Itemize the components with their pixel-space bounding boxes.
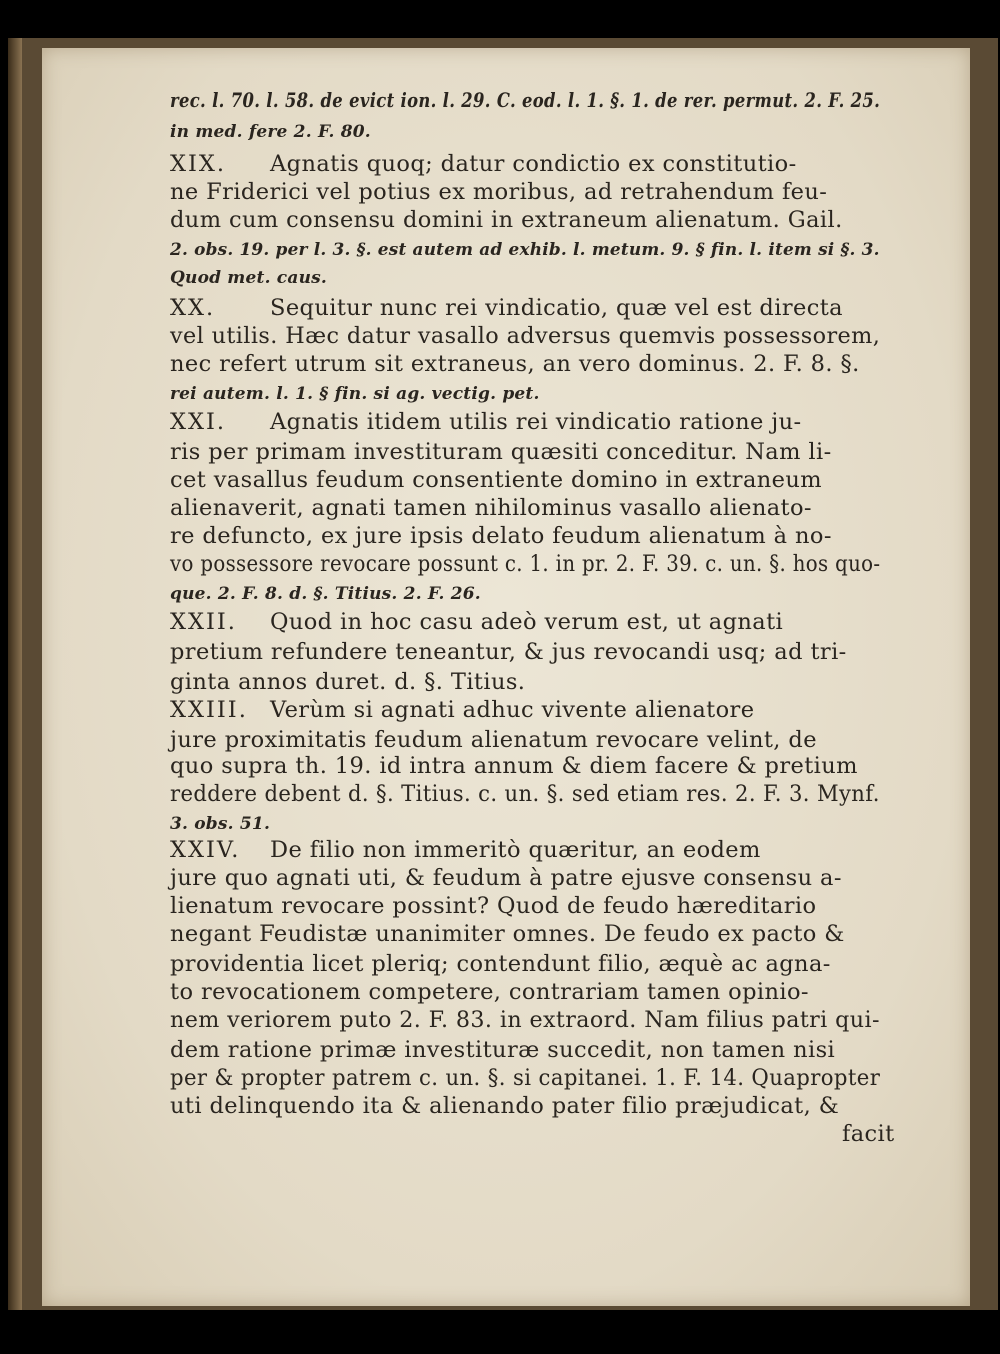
text-line	[170, 178, 827, 207]
text-line	[170, 696, 754, 725]
paragraph-number: XXI.	[170, 409, 227, 435]
text-line	[170, 550, 880, 579]
line-text: Agnatis quoq; datur condictio ex constitutio-	[270, 151, 797, 177]
line-text: Quod in hoc casu adeò verum est, ut agnati	[270, 609, 784, 635]
text-line	[170, 118, 371, 147]
text-line	[170, 466, 822, 495]
text-line	[842, 1120, 895, 1149]
line-text: dem ratione primæ investituræ succedit, non tamen nisi	[170, 1037, 836, 1063]
line-text: in med. fere 2. F. 80.	[170, 122, 371, 142]
line-text: reddere debent d. §. Titius. c. un. §. sed etiam res. 2. F. 3. Mynf.	[170, 781, 880, 807]
line-text: rei autem. l. 1. § fin. si ag. vectig. pet.	[170, 384, 540, 404]
text-line	[170, 638, 847, 667]
line-text: per & propter patrem c. un. §. si capitanei. 1. F. 14. Quapropter	[170, 1065, 881, 1091]
paragraph-number: XXIII.	[170, 697, 248, 723]
book-spine-shadow	[8, 38, 22, 1310]
text-line	[170, 294, 843, 323]
text-line	[170, 726, 817, 755]
line-text: nem veriorem puto 2. F. 83. in extraord. Nam filius patri qui-	[170, 1007, 880, 1033]
line-text: lienatum revocare possint? Quod de feudo hæreditario	[170, 893, 817, 919]
text-line	[170, 752, 858, 781]
line-text: cet vasallus feudum consentiente domino in extraneum	[170, 467, 822, 493]
paragraph-number: XIX.	[170, 151, 227, 177]
text-line	[170, 380, 540, 409]
line-text: to revocationem competere, contrariam tamen opinio-	[170, 979, 809, 1005]
line-text: vel utilis. Hæc datur vasallo adversus quemvis possessorem,	[170, 323, 881, 349]
line-text: jure proximitatis feudum alienatum revocare velint, de	[170, 727, 817, 753]
text-line	[170, 322, 880, 351]
text-line	[170, 408, 802, 437]
paragraph-number: XXII.	[170, 609, 237, 635]
text-line	[170, 494, 812, 523]
text-line	[170, 1036, 835, 1065]
text-line	[170, 236, 880, 265]
line-text: ne Friderici vel potius ex moribus, ad retrahendum feu-	[170, 179, 828, 205]
text-line	[170, 950, 831, 979]
line-text: ginta annos duret. d. §. Titius.	[170, 669, 526, 695]
paragraph-number: XX.	[170, 295, 216, 321]
line-text: Agnatis itidem utilis rei vindicatio ratione ju-	[270, 409, 802, 435]
line-text: uti delinquendo ita & alienando pater filio præjudicat, &	[170, 1093, 840, 1119]
line-text: vo possessore revocare possunt c. 1. in pr. 2. F. 39. c. un. §. hos quo-	[170, 551, 881, 577]
line-text: que. 2. F. 8. d. §. Titius. 2. F. 26.	[170, 584, 481, 604]
text-line	[170, 1006, 880, 1035]
text-line	[170, 780, 880, 809]
line-text: 3. obs. 51.	[170, 814, 271, 834]
line-text: re defuncto, ex jure ipsis delato feudum alienatum à no-	[170, 523, 832, 549]
line-text: De filio non immeritò quæritur, an eodem	[270, 837, 761, 863]
line-text: Verùm si agnati adhuc vivente alienatore	[270, 697, 755, 723]
text-line	[170, 86, 880, 115]
line-text: facit	[842, 1121, 895, 1147]
line-text: dum cum consensu domini in extraneum alienatum. Gail.	[170, 207, 843, 233]
text-line	[170, 522, 832, 551]
line-text: jure quo agnati uti, & feudum à patre ejusve consensu a-	[170, 865, 842, 891]
line-text: rec. l. 70. l. 58. de evict ion. l. 29. C. eod. l. 1. §. 1. de rer. permut. 2. F. 25.	[170, 88, 881, 112]
text-line	[170, 1064, 880, 1093]
paragraph-number: XXIV.	[170, 837, 241, 863]
text-line	[170, 810, 270, 839]
line-text: nec refert utrum sit extraneus, an vero dominus. 2. F. 8. §.	[170, 351, 860, 377]
line-text: Sequitur nunc rei vindicatio, quæ vel est directa	[270, 295, 843, 321]
text-line	[170, 264, 327, 293]
line-text: Quod met. caus.	[170, 268, 328, 288]
text-line	[170, 892, 816, 921]
text-line	[170, 580, 481, 609]
line-text: 2. obs. 19. per l. 3. §. est autem ad exhib. l. metum. 9. § fin. l. item si §. 3.	[170, 240, 880, 260]
text-line	[170, 836, 761, 865]
text-line	[170, 206, 843, 235]
text-line	[170, 864, 842, 893]
line-text: quo supra th. 19. id intra annum & diem facere & pretium	[170, 753, 858, 779]
text-line	[170, 350, 860, 379]
line-text: alienaverit, agnati tamen nihilominus vasallo alienato-	[170, 495, 812, 521]
line-text: negant Feudistæ unanimiter omnes. De feudo ex pacto &	[170, 921, 845, 947]
text-line	[170, 1092, 839, 1121]
line-text: pretium refundere teneantur, & jus revocandi usq; ad tri-	[170, 639, 847, 665]
line-text: providentia licet pleriq; contendunt filio, æquè ac agna-	[170, 951, 831, 977]
text-line	[170, 438, 832, 467]
text-line	[170, 150, 797, 179]
text-line	[170, 668, 525, 697]
text-line	[170, 608, 783, 637]
text-line	[170, 920, 845, 949]
text-line	[170, 978, 809, 1007]
line-text: ris per primam investituram quæsiti conceditur. Nam li-	[170, 439, 832, 465]
